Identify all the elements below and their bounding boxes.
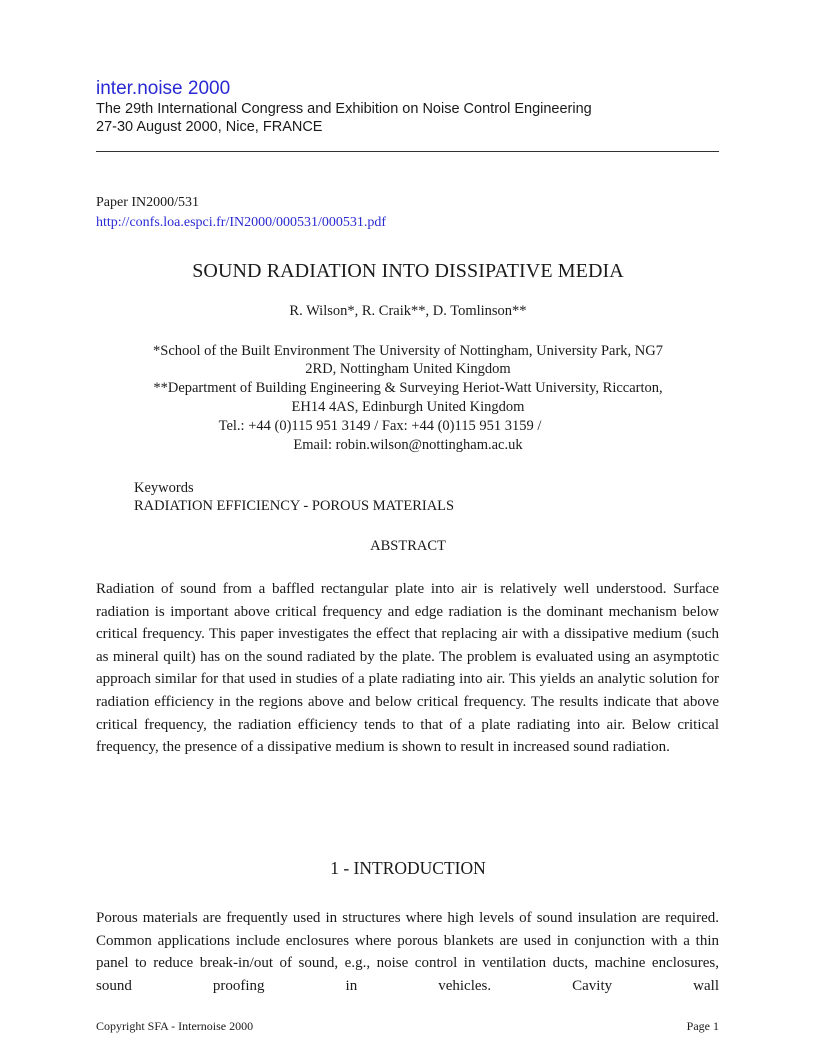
- contact-email: Email: robin.wilson@nottingham.ac.uk: [293, 437, 523, 453]
- keywords-label: Keywords: [134, 480, 194, 496]
- conference-full-name: The 29th International Congress and Exhibition on Noise Control Engineering: [96, 101, 592, 117]
- footer-copyright: Copyright SFA - Internoise 2000: [96, 1019, 254, 1033]
- abstract-text: Radiation of sound from a baffled rectangular plate into air is relatively well understood. Surface radiation is important above critical frequency and edge radiation is the dominant mechanism below critical frequency. This paper investigates the effect that replacing air with a dissipative medium (such as mineral quilt) has on the sound radiated by the plate. The problem is evaluated using an asymptotic approach similar for that used in studies of a plate radiating into air. This yields an analytic solution for radiation efficiency in the regions above and below critical frequency. The results indicate that above critical frequency, the radiation efficiency tends to that of a plate radiating into air. Below critical frequency, the presence of a dissipative medium is shown to result in increased sound radiation.: [96, 581, 719, 756]
- affiliation-line: *School of the Built Environment The University of Nottingham, University Park, NG7: [153, 343, 663, 359]
- conference-name: inter.noise 2000: [96, 78, 231, 99]
- contact-phone-fax: Tel.: +44 (0)115 951 3149 / Fax: +44 (0)115 951 3159 /: [218, 418, 542, 434]
- paper-authors: R. Wilson*, R. Craik**, D. Tomlinson**: [289, 303, 527, 319]
- header-divider: [96, 151, 719, 152]
- affiliation-line: **Department of Building Engineering & Surveying Heriot-Watt University, Riccarton,: [153, 380, 663, 396]
- affiliation-line: EH14 4AS, Edinburgh United Kingdom: [291, 399, 525, 415]
- introduction-text: Porous materials are frequently used in structures where high levels of sound insulation are required. Common applications include enclosures where porous blankets are used in conjunction with a thin panel to reduce break-in/out of sound, e.g., noise control in ventilation ducts, machine enclosures, sound proofing in vehicles. Cavity wall: [96, 910, 719, 994]
- keywords-value: RADIATION EFFICIENCY - POROUS MATERIALS: [134, 498, 455, 514]
- footer-page-number: Page 1: [686, 1019, 719, 1033]
- paper-id: Paper IN2000/531: [96, 195, 200, 210]
- paper-title: SOUND RADIATION INTO DISSIPATIVE MEDIA: [192, 260, 624, 282]
- introduction-heading: 1 - INTRODUCTION: [330, 858, 486, 878]
- conference-dates-location: 27-30 August 2000, Nice, FRANCE: [96, 119, 323, 135]
- paper-url-link[interactable]: http://confs.loa.espci.fr/IN2000/000531/000531.pdf: [96, 215, 387, 230]
- abstract-heading: ABSTRACT: [370, 538, 446, 554]
- affiliation-line: 2RD, Nottingham United Kingdom: [305, 361, 511, 377]
